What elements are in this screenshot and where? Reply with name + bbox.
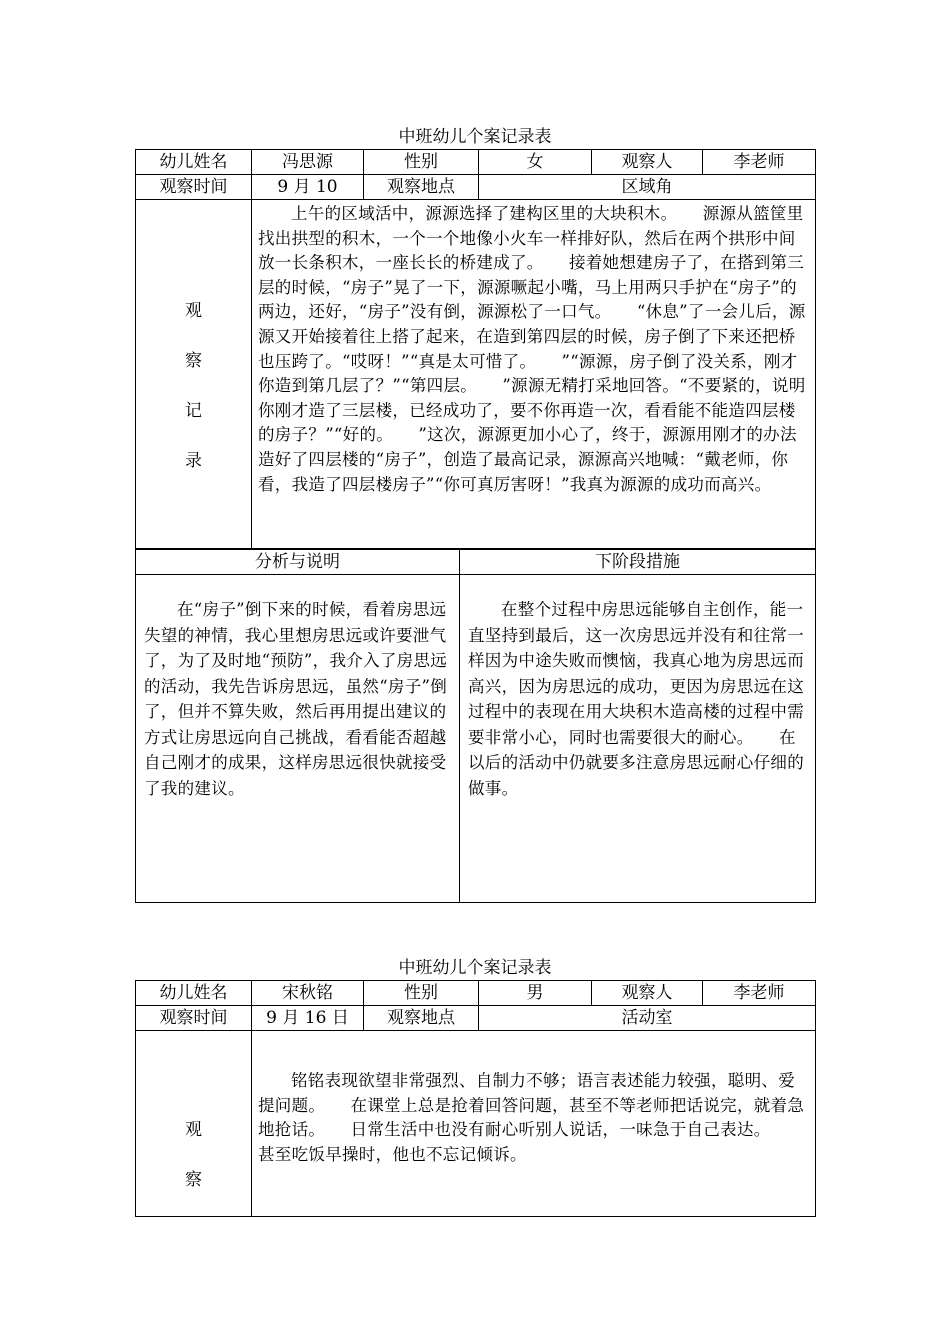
record-text-cell [252,200,816,549]
observer-value: 李老师 [703,150,816,175]
obs-place-label: 观察地点 [364,1006,479,1031]
gender-value: 女 [479,150,592,175]
form-title: 中班幼儿个案记录表 [398,958,552,978]
record-label [136,1031,252,1217]
obs-time-value: 9 月 16 日 [252,1006,364,1031]
record-label-char: 察 [185,1170,202,1190]
record-label-char: 观 [185,301,202,321]
observer-label: 观察人 [592,981,703,1006]
child-name-value: 冯思源 [252,150,364,175]
record-form-1 [135,125,815,903]
record-label-char: 录 [185,451,202,471]
record-form-2 [135,956,815,1217]
record-table [135,149,816,549]
record-label-char: 察 [185,351,202,371]
next-steps-cell [460,575,816,903]
record-text: 铭铭表现欲望非常强烈、自制力不够；语言表述能力较强，聪明、爱提问题。 在课堂上总是抢着回答问题，甚至不等老师把话说完，就着急地抢话。 日常生活中也没有耐心听别人说话，一味急于自己表达。 甚至吃饭早操时，他也不忘记倾诉。 [258,1071,805,1164]
obs-place-value: 区域角 [479,175,816,200]
gender-label: 性别 [364,981,479,1006]
analysis-table [135,549,816,903]
record-label-char: 记 [185,401,202,421]
observer-value: 李老师 [703,981,816,1006]
child-name-value: 宋秋铭 [252,981,364,1006]
record-table [135,980,816,1217]
analysis-cell [136,575,460,903]
analysis-heading: 分析与说明 [136,550,460,575]
obs-time-value: 9 月 10 [252,175,364,200]
form-title: 中班幼儿个案记录表 [398,127,552,147]
child-name-label: 幼儿姓名 [136,150,252,175]
next-steps-heading: 下阶段措施 [460,550,816,575]
obs-place-label: 观察地点 [364,175,479,200]
gender-label: 性别 [364,150,479,175]
record-label-char: 观 [185,1120,202,1140]
observer-label: 观察人 [592,150,703,175]
obs-place-value: 活动室 [479,1006,816,1031]
next-steps-text: 在整个过程中房思远能够自主创作，能一直坚持到最后，这一次房思远并没有和往常一样因为中途失败而懊恼，我真心地为房思远而高兴，因为房思远的成功，更因为房思远在这过程中的表现在用大块积木造高楼的过程中需要非常小心，同时也需要很大的耐心。 在以后的活动中仍就要多注意房思远耐心仔细的做事。 [468,600,804,798]
record-text: 上午的区域活中，源源选择了建构区里的大块积木。 源源从篮筐里找出拱型的积木，一个一个地像小火车一样排好队，然后在两个拱形中间放一长条积木，一座长长的桥建成了。 接着她想建房子了，在搭到第三层的时候，“房子”晃了一下，源源噘起小嘴，马上用两只手护在“房子”的两边，还好，“房子”没有倒，源源松了一口气。 “休息”了一会儿后，源源又开始接着往上搭了起来，在造到第四层的时候，房子倒了下来还把桥也压跨了。“哎呀！”“真是太可惜了。 ”“源源，房子倒了没关系，刚才你造到第几层了？”“第四层。 ”源源无精打采地回答。“不要紧的，说明你刚才造了三层楼，已经成功了，要不你再造一次，看看能不能造四层楼的房子？”“好的。 ”这次，源源更加小心了，终于，源源用刚才的办法造好了四层楼的“房子”，创造了最高记录，源源高兴地喊：“戴老师，你看，我造了四层楼房子”“你可真厉害呀！”我真为源源的成功而高兴。 [258,204,806,494]
obs-time-label: 观察时间 [136,175,252,200]
analysis-text: 在“房子”倒下来的时候，看着房思远失望的神情，我心里想房思远或许要泄气了，为了及时地“预防”，我介入了房思远的活动，我先告诉房思远，虽然“房子”倒了，但并不算失败，然后再用提出建议的方式让房思远向自己挑战，看看能否超越自己刚才的成果，这样房思远很快就接受了我的建议。 [144,600,448,798]
record-label [136,200,252,549]
record-text-cell [252,1031,816,1217]
obs-time-label: 观察时间 [136,1006,252,1031]
gender-value: 男 [479,981,592,1006]
child-name-label: 幼儿姓名 [136,981,252,1006]
